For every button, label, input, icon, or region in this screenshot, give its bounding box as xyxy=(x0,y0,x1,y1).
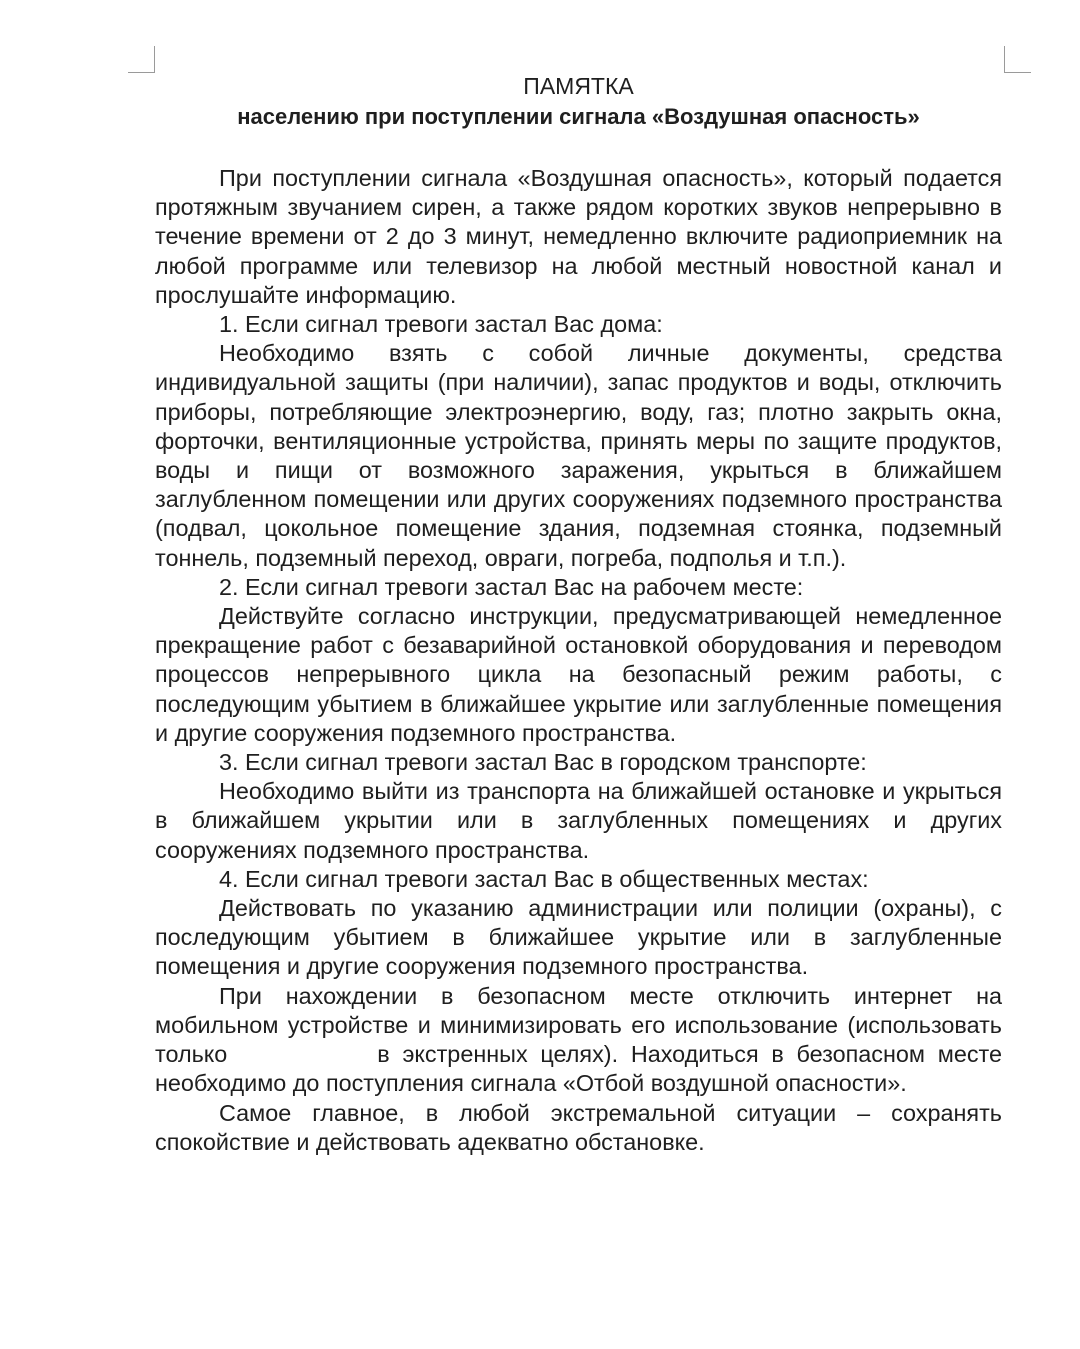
section-3-heading: 3. Если сигнал тревоги застал Вас в городском транспорте: xyxy=(219,749,867,776)
section-1-heading: 1. Если сигнал тревоги застал Вас дома: xyxy=(219,311,663,338)
page-corner-mark-top-right xyxy=(1004,46,1031,73)
section-4-heading: 4. Если сигнал тревоги застал Вас в общественных местах: xyxy=(219,865,869,892)
closing-paragraph: Самое главное, в любой экстремальной ситуации – сохранять спокойствие и действовать адекватно обстановке. xyxy=(155,1099,1002,1155)
section-2-heading: 2. Если сигнал тревоги застал Вас на рабочем месте: xyxy=(219,573,804,600)
section-2-text: Действуйте согласно инструкции, предусматривающей немедленное прекращение работ с безаварийной остановкой оборудования и переводом процессов непрерывного цикла на безопасный режим работы, с последующим убытием в ближайшее укрытие или заглубленные помещения и другие сооружения подземного пространства. xyxy=(155,603,1002,746)
page-corner-mark-top-left xyxy=(128,46,155,73)
safe-place-paragraph xyxy=(155,982,1002,1099)
document-title: ПАМЯТКА xyxy=(523,73,634,99)
section-3-text: Необходимо выйти из транспорта на ближайшей остановке и укрыться в ближайшем укрытии или в заглубленных помещениях и других сооружениях подземного пространства. xyxy=(155,778,1002,863)
intro-paragraph: При поступлении сигнала «Воздушная опасность», который подается протяжным звучанием сирен, а также рядом коротких звуков непрерывно в течение времени от 2 до 3 минут, немедленно включите радиоприемник на любой программе или телевизор на любой местный новостной канал и прослушайте информацию. xyxy=(155,165,1002,308)
section-4-text: Действовать по указанию администрации или полиции (охраны), с последующим убытием в ближайшее укрытие или в заглубленные помещения и другие сооружения подземного пространства. xyxy=(155,895,1002,980)
document-subtitle: населению при поступлении сигнала «Воздушная опасность» xyxy=(237,104,920,129)
safe-place-text-part2: в экстренных целях). Находиться в безопасном месте необходимо до поступления сигнала «Отбой воздушной опасности». xyxy=(155,1041,1002,1097)
section-1-text: Необходимо взять с собой личные документы, средства индивидуальной защиты (при наличии), запас продуктов и воды, отключить приборы, потребляющие электроэнергию, воду, газ; плотно закрыть окна, форточки, вентиляционные устройства, принять меры по защите продуктов, воды и пищи от возможного заражения, укрыться в ближайшем заглубленном помещении или других сооружениях подземного пространства (подвал, цокольное помещение здания, подземная стоянка, подземный тоннель, подземный переход, овраги, погреба, подполья и т.п.). xyxy=(155,340,1002,571)
safe-place-text-part1: При нахождении в безопасном месте отключить интернет на мобильном устройстве и минимизировать его использование (использовать только xyxy=(155,982,1002,1068)
document-body xyxy=(155,70,1002,1157)
